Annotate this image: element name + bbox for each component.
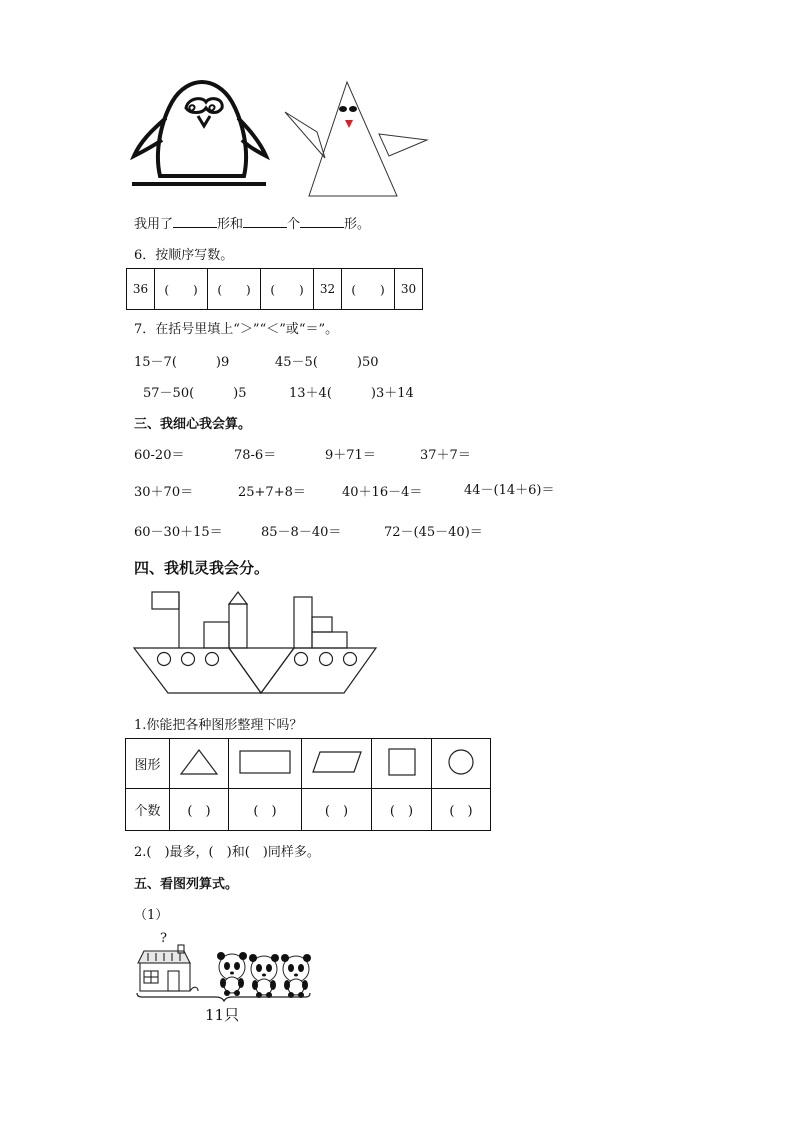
panda-icon [217, 952, 247, 996]
count-blank[interactable]: ( ) [432, 789, 491, 831]
porthole [344, 653, 357, 666]
shape-count-table [125, 738, 491, 831]
seq-cell[interactable]: ( ) [261, 269, 314, 310]
seq-cell[interactable]: ( ) [342, 269, 395, 310]
section3-title: 三、我细心我会算。 [134, 417, 252, 432]
house-door [168, 971, 179, 991]
porthole [320, 653, 333, 666]
triangle-cell [170, 739, 229, 789]
shape-fill-sentence: 我用了 形和 个 形。 [134, 217, 371, 232]
circle-cell [432, 739, 491, 789]
compare-item[interactable]: 15－7( )9 [134, 355, 230, 370]
row-label: 图形 [126, 739, 170, 789]
square-cell [372, 739, 432, 789]
section4-title: 四、我机灵我会分。 [134, 559, 270, 577]
hull-left [134, 648, 261, 693]
lower-rectangle [312, 632, 347, 648]
parallelogram-icon [313, 752, 361, 772]
panda-icon [281, 954, 311, 998]
flag-rectangle [152, 592, 179, 609]
seq-cell: 30 [395, 269, 423, 310]
small-rectangle [204, 622, 229, 648]
panda-icon [249, 954, 279, 998]
rectangle-icon [240, 751, 290, 773]
calc-item[interactable]: 60－30＋15＝ [134, 525, 223, 540]
compare-item[interactable]: 13＋4( )3＋14 [289, 386, 414, 401]
upper-square [312, 617, 332, 632]
q6-title: 6．按顺序写数。 [134, 248, 234, 263]
house-pandas-illustration [134, 945, 314, 1001]
blank[interactable] [173, 215, 217, 228]
hull-middle-triangle [229, 648, 294, 693]
count-blank[interactable]: ( ) [372, 789, 432, 831]
porthole [182, 653, 195, 666]
porthole [206, 653, 219, 666]
compare-item[interactable]: 57－50( )5 [143, 386, 247, 401]
ship-shapes-diagram [130, 588, 380, 698]
tall-rectangle [294, 597, 312, 648]
parallelogram-cell [302, 739, 372, 789]
porthole [295, 653, 308, 666]
seq-cell: 32 [314, 269, 342, 310]
q7-title: 7．在括号里填上“＞”“＜”或“＝”。 [134, 322, 339, 337]
calc-item[interactable]: 85－8－40＝ [261, 525, 342, 540]
calc-item[interactable]: 25+7+8＝ [238, 485, 306, 500]
count-blank[interactable]: ( ) [170, 789, 229, 831]
seq-cell[interactable]: ( ) [155, 269, 208, 310]
tower-rectangle [229, 604, 247, 648]
count-blank[interactable]: ( ) [229, 789, 302, 831]
square-icon [389, 749, 415, 775]
calc-item[interactable]: 30＋70＝ [134, 485, 194, 500]
calc-item[interactable]: 78-6＝ [234, 448, 277, 463]
number-sequence-table [126, 268, 423, 310]
section5-title: 五、看图列算式。 [134, 877, 239, 892]
blank[interactable] [300, 215, 344, 228]
total-label: 11只 [205, 1006, 240, 1024]
rectangle-cell [229, 739, 302, 789]
calc-item[interactable]: 9＋71＝ [325, 448, 376, 463]
porthole [158, 653, 171, 666]
total-bracket [137, 993, 310, 1001]
calc-item[interactable]: 40＋16－4＝ [342, 485, 423, 500]
blank[interactable] [243, 215, 287, 228]
penguin-drawing [132, 80, 267, 190]
calc-item[interactable]: 72－(45－40)＝ [384, 525, 483, 540]
tower-triangle [229, 592, 247, 604]
seq-cell[interactable]: ( ) [208, 269, 261, 310]
sub-question-label: （1） [134, 908, 169, 923]
most-same-question: 2.( )最多，( )和( )同样多。 [134, 845, 320, 860]
calc-item[interactable]: 37＋7＝ [420, 448, 471, 463]
calc-item[interactable]: 60-20＝ [134, 448, 185, 463]
count-blank[interactable]: ( ) [302, 789, 372, 831]
triangle-icon [181, 750, 217, 774]
circle-icon [449, 750, 473, 774]
question-mark: ? [160, 931, 167, 946]
calc-item[interactable]: 44－(14＋6)＝ [464, 483, 555, 498]
triangle-bird-drawing [283, 80, 433, 200]
hull-right [261, 648, 376, 693]
compare-item[interactable]: 45－5( )50 [275, 355, 379, 370]
row-label: 个数 [126, 789, 170, 831]
seq-cell: 36 [127, 269, 155, 310]
sort-shapes-question: 1.你能把各种图形整理下吗？ [134, 718, 303, 733]
